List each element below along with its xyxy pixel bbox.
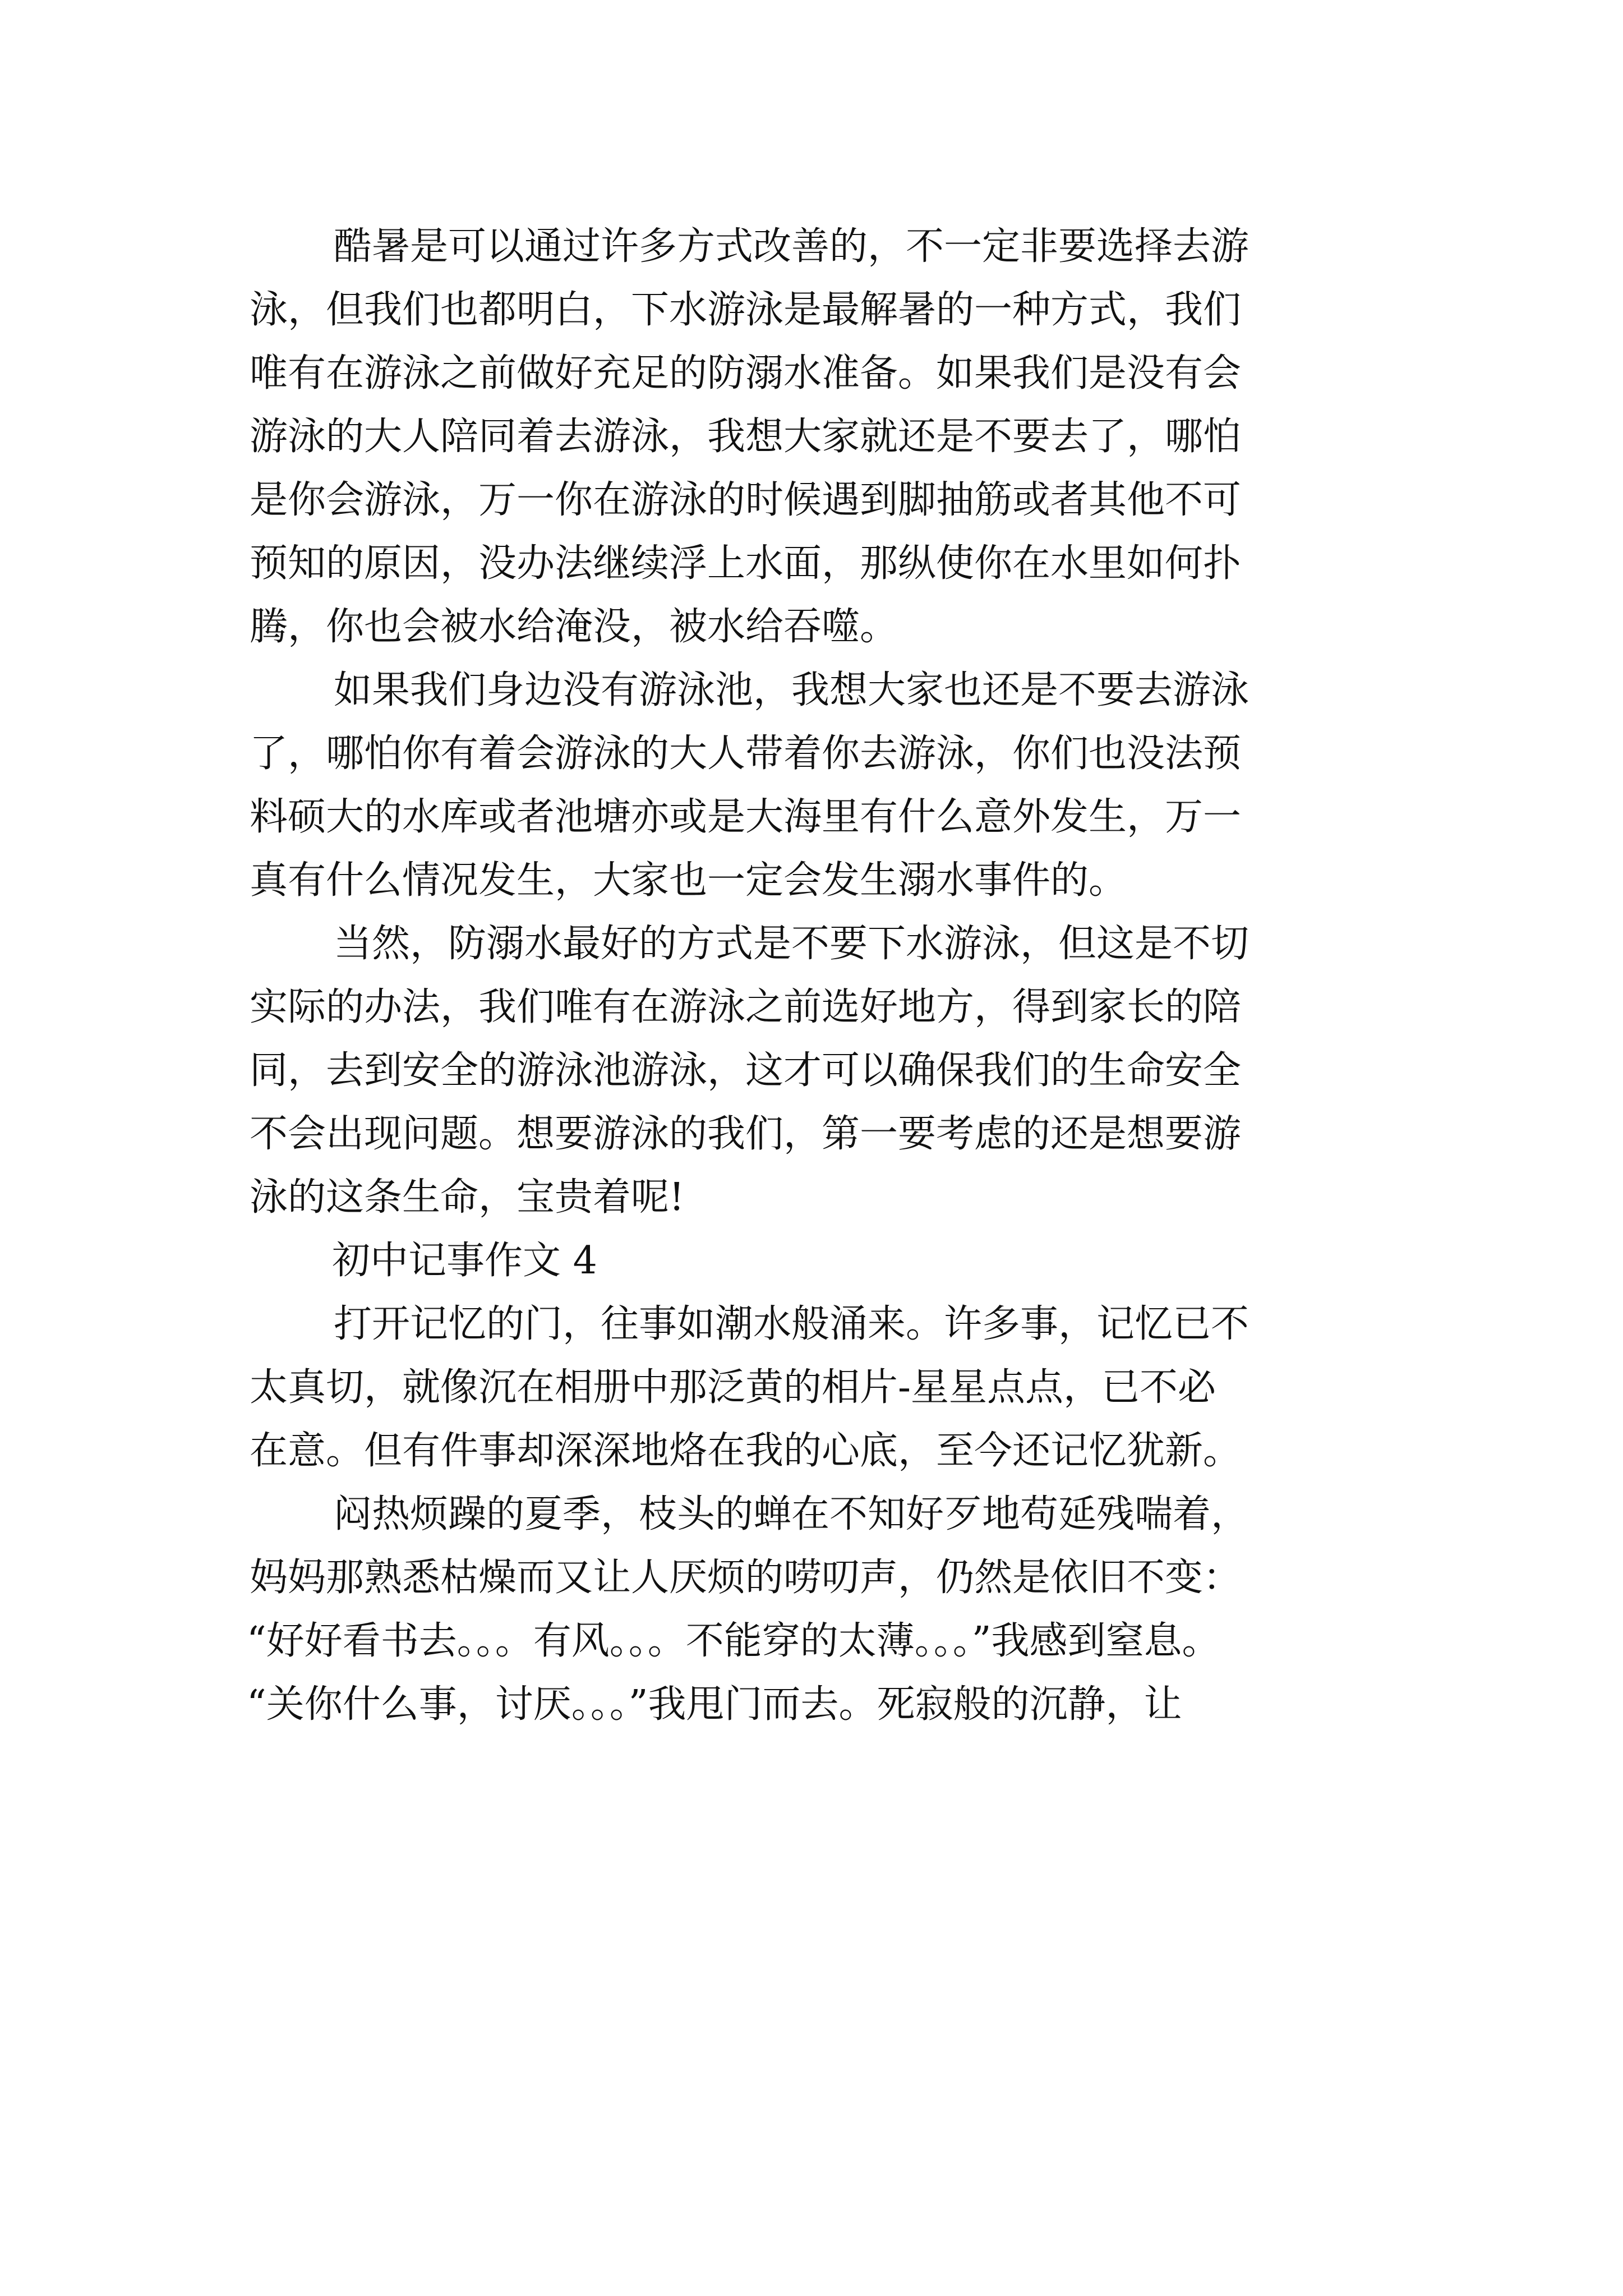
paragraph-line: 唯有在游泳之前做好充足的防溺水准备。如果我们是没有会 [250, 351, 1242, 395]
paragraph-line: 不会出现问题。想要游泳的我们，第一要考虑的还是想要游 [250, 1112, 1242, 1156]
paragraph-line: 泳，但我们也都明白，下水游泳是最解暑的一种方式，我们 [250, 288, 1242, 332]
paragraph-line: 当然，防溺水最好的方式是不要下水游泳，但这是不切 [334, 922, 1249, 966]
paragraph-line: “好好看书去。。。有风。。。不能穿的太薄。。。”我感到窒息。 [247, 1619, 1220, 1663]
paragraph-line: 酷暑是可以通过许多方式改善的，不一定非要选择去游 [334, 224, 1249, 269]
section-title: 初中记事作文 4 [332, 1239, 597, 1283]
paragraph-line: 太真切，就像沉在相册中那泛黄的相片-星星点点，已不必 [250, 1365, 1216, 1410]
paragraph-line: “关你什么事，讨厌。。。”我甩门而去。死寂般的沉静，让 [247, 1682, 1182, 1727]
paragraph-line: 预知的原因，没办法继续浮上水面，那纵使你在水里如何扑 [250, 541, 1242, 586]
paragraph-line: 是你会游泳，万一你在游泳的时候遇到脚抽筋或者其他不可 [250, 478, 1242, 522]
paragraph-line: 真有什么情况发生，大家也一定会发生溺水事件的。 [250, 858, 1127, 903]
paragraph-line: 实际的办法，我们唯有在游泳之前选好地方，得到家长的陪 [250, 985, 1242, 1029]
paragraph-line: 游泳的大人陪同着去游泳，我想大家就还是不要去了，哪怕 [250, 415, 1242, 459]
paragraph-line: 妈妈那熟悉枯燥而又让人厌烦的唠叨声，仍然是依旧不变： [250, 1556, 1242, 1600]
paragraph-line: 泳的这条生命，宝贵着呢! [250, 1175, 685, 1220]
paragraph-line: 如果我们身边没有游泳池，我想大家也还是不要去游泳 [334, 668, 1249, 712]
paragraph-line: 同，去到安全的游泳池游泳，这才可以确保我们的生命安全 [250, 1048, 1242, 1093]
paragraph-line: 闷热烦躁的夏季，枝头的蝉在不知好歹地苟延残喘着， [334, 1492, 1249, 1536]
paragraph-line: 打开记忆的门，往事如潮水般涌来。许多事，记忆已不 [334, 1302, 1249, 1346]
paragraph-line: 料硕大的水库或者池塘亦或是大海里有什么意外发生，万一 [250, 795, 1242, 839]
paragraph-line: 腾，你也会被水给淹没，被水给吞噬。 [250, 605, 898, 649]
paragraph-line: 了，哪怕你有着会游泳的大人带着你去游泳，你们也没法预 [250, 731, 1242, 776]
paragraph-line: 在意。但有件事却深深地烙在我的心底，至今还记忆犹新。 [250, 1429, 1242, 1473]
